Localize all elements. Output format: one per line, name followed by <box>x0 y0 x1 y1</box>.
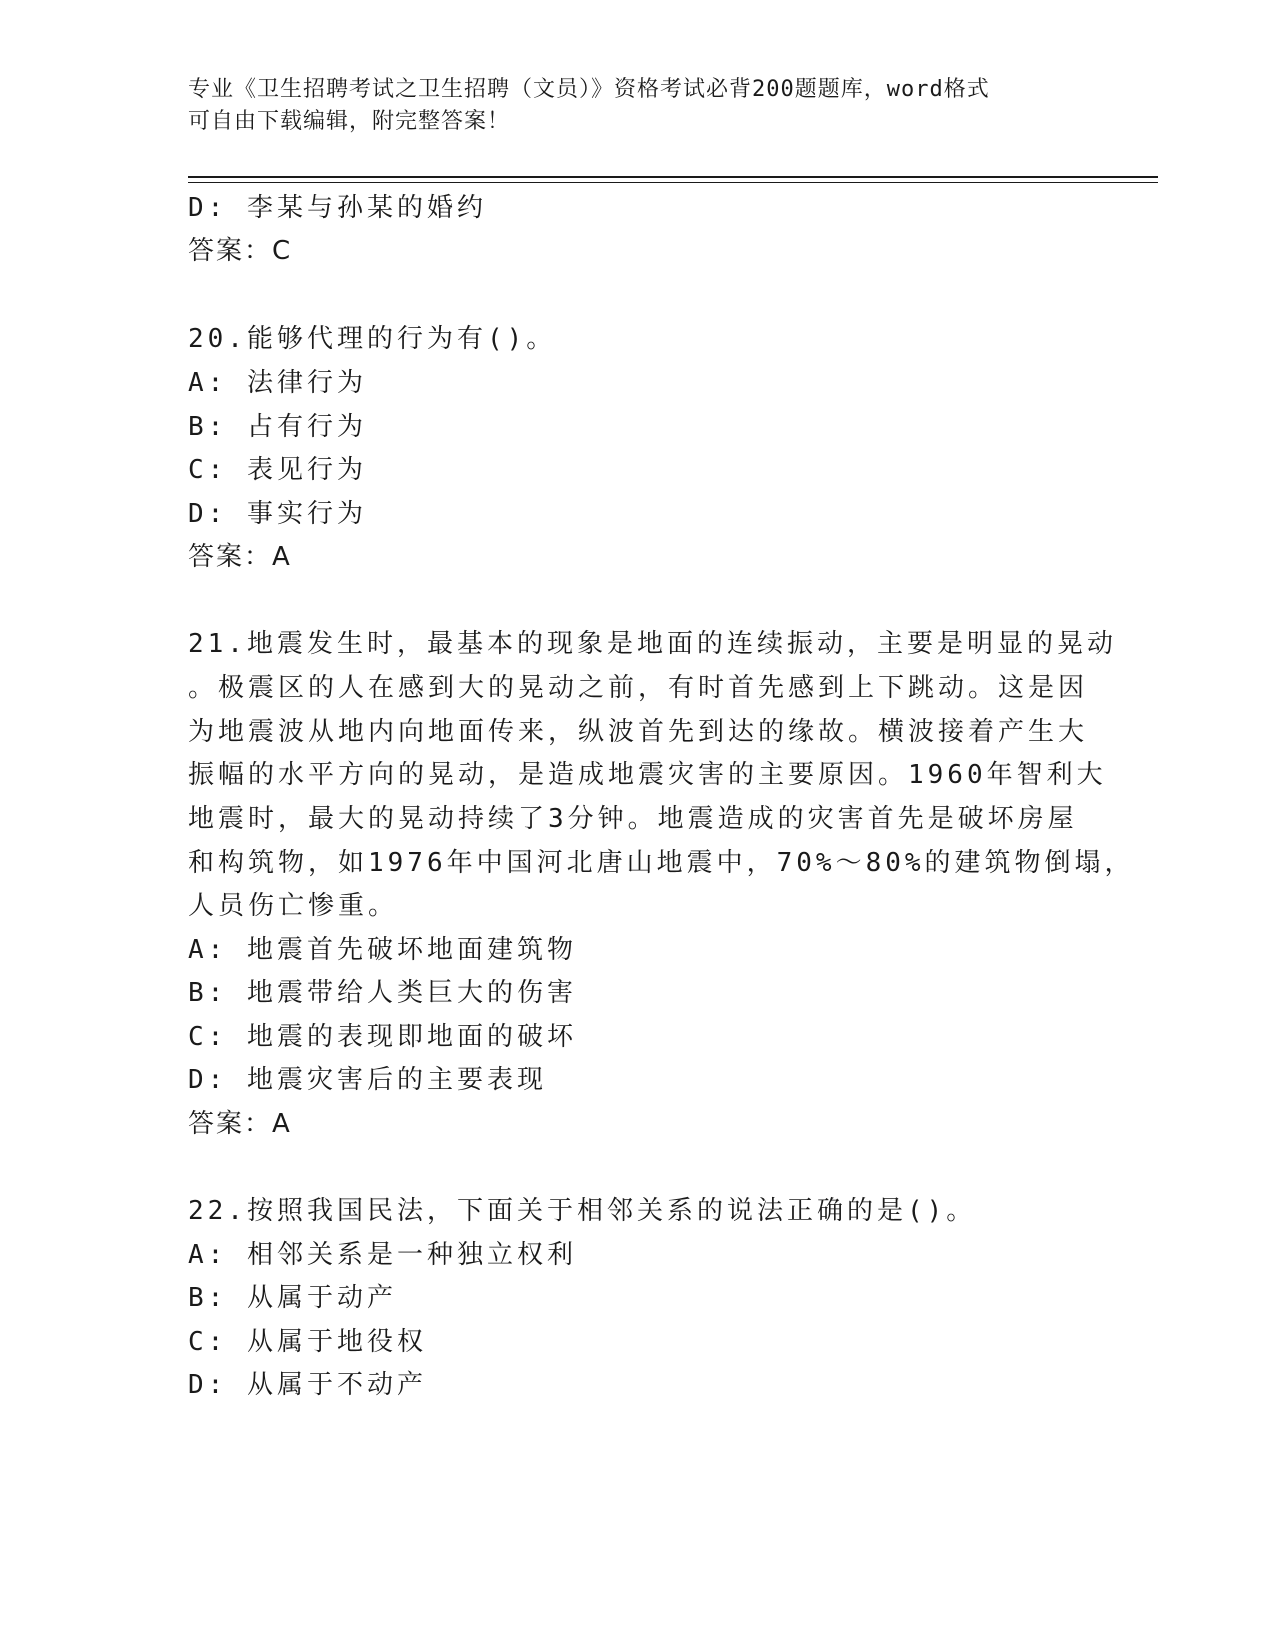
document-header <box>188 74 1088 138</box>
q21-option-b: B: 地震带给人类巨大的伤害 <box>188 978 577 1008</box>
q21-text-line-1: 21.地震发生时，最基本的现象是地面的连续振动，主要是明显的晃动 <box>188 629 1117 659</box>
header-divider-thick <box>188 176 1158 178</box>
q19-option-d: D: 李某与孙某的婚约 <box>188 193 487 223</box>
q21-option-a: A: 地震首先破坏地面建筑物 <box>188 935 577 965</box>
q22-question: 22.按照我国民法，下面关于相邻关系的说法正确的是()。 <box>188 1196 977 1226</box>
q20-option-a: A: 法律行为 <box>188 368 367 398</box>
q20-option-d: D: 事实行为 <box>188 499 367 529</box>
header-line-2: 可自由下载编辑，附完整答案！ <box>188 109 511 134</box>
q20-question: 20.能够代理的行为有()。 <box>188 324 557 354</box>
q22-option-a: A: 相邻关系是一种独立权利 <box>188 1240 577 1270</box>
q19-answer: 答案：C <box>188 236 293 266</box>
q20-answer: 答案：A <box>188 542 292 572</box>
q21-text-line-7: 人员伤亡惨重。 <box>188 891 399 921</box>
header-line-1: 专业《卫生招聘考试之卫生招聘（文员）》资格考试必背200题题库，word格式 <box>188 77 990 102</box>
q21-text-line-4: 振幅的水平方向的晃动，是造成地震灾害的主要原因。1960年智利大 <box>188 760 1107 790</box>
q22-option-b: B: 从属于动产 <box>188 1283 397 1313</box>
q21-text-line-5: 地震时，最大的晃动持续了3分钟。地震造成的灾害首先是破坏房屋 <box>188 804 1078 834</box>
q22-option-d: D: 从属于不动产 <box>188 1370 427 1400</box>
header-divider-thin <box>188 182 1158 183</box>
q21-text-line-2: 。极震区的人在感到大的晃动之前，有时首先感到上下跳动。这是因 <box>188 673 1089 703</box>
q21-answer: 答案：A <box>188 1109 292 1139</box>
q21-text-line-3: 为地震波从地内向地面传来，纵波首先到达的缘故。横波接着产生大 <box>188 717 1089 747</box>
q22-option-c: C: 从属于地役权 <box>188 1327 427 1357</box>
q21-option-d: D: 地震灾害后的主要表现 <box>188 1065 547 1095</box>
q20-option-b: B: 占有行为 <box>188 412 367 442</box>
q21-option-c: C: 地震的表现即地面的破坏 <box>188 1022 577 1052</box>
q21-text-line-6: 和构筑物，如1976年中国河北唐山地震中，70%～80%的建筑物倒塌， <box>188 848 1135 878</box>
q20-option-c: C: 表见行为 <box>188 455 367 485</box>
